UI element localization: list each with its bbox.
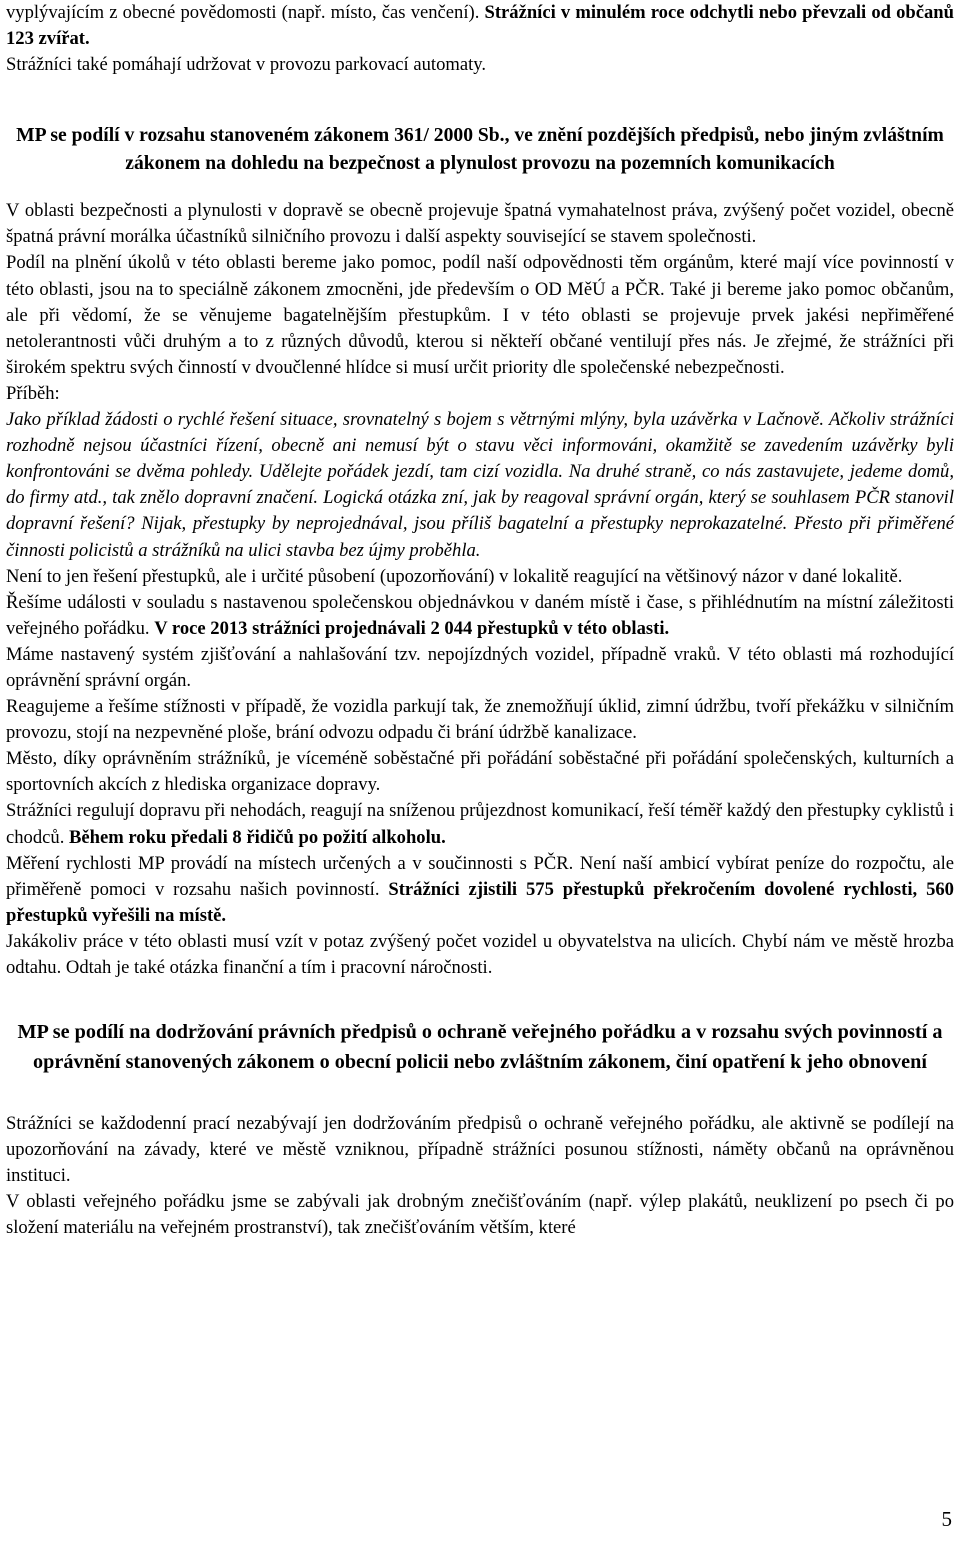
traffic-paragraph-4 — [6, 590, 954, 642]
intro-animals-statement: Strážníci v minulém roce odchytli nebo převzali od občanů 123 zvířat. — [6, 2, 954, 50]
traffic-paragraph-4-text: Řešíme události v souladu s nastavenou společenskou objednávkou v daném místě i čase, s přihlédnutím na místní záležitosti veřejného pořádku. — [6, 591, 954, 639]
traffic-paragraph-3: Není to jen řešení přestupků, ale i určité působení (upozorňování) v lokalitě reagující na většinový názor v dané lokalitě. — [6, 565, 903, 587]
document-page — [6, 0, 954, 1242]
traffic-paragraph-6: Reagujeme a řešíme stížnosti v případě, že vozidla parkují tak, že znemožňují úklid, zimní údržbu, tvoří překážku v silničním provozu, stojí na nezpevněné ploše, brání odvozu odpadu či brání údržbě kanalizace. — [6, 696, 954, 744]
story-text: Jako příklad žádosti o rychlé řešení situace, srovnatelný s bojem s větrnými mlýny, byla uzávěrka v Lačnově. Ačkoliv strážníci rozhodně nejsou účastníci řízení, obecně ani nemusí být o stavu věci informováni, okamžitě se zavedením uzávěrky byli konfrontováni se dvěma pohledy. Udělejte pořádek jezdí, tam cizí vozidla. Na druhé straně, co nás zastavujete, jedeme domů, do firmy atd., tak znělo dopravní značení. Logická otázka zní, jak by reagoval správní orgán, který se souhlasem PČR stanovil dopravní řešení? Nijak, přestupky by neprojednával, jsou příliš bagatelní a přestupky neprokazatelné. Přesto při přiměřené činnosti policistů a strážníků na ulici stavba bez újmy proběhla. — [6, 409, 954, 561]
alcohol-statement: Během roku předali 8 řidičů po požití alkoholu. — [69, 826, 446, 848]
traffic-paragraph-1: V oblasti bezpečnosti a plynulosti v dopravě se obecně projevuje špatná vymahatelnost práva, zvýšený počet vozidel, obecně špatná právní morálka účastníků silničního provozu i další aspekty související se stavem společnosti. — [6, 200, 954, 248]
traffic-paragraph-7: Město, díky oprávněním strážníků, je víceméně soběstačné při pořádání soběstačné při pořádání společenských, kulturních a sportovních akcích z hlediska organizace dopravy. — [6, 748, 954, 796]
public-order-paragraph-1: Strážníci se každodenní prací nezabývají jen dodržováním předpisů o ochraně veřejného pořádku, ale aktivně se podílejí na upozorňování na závady, které ve městě vzniknou, případně strážníci posunou stížnosti, náměty občanů na oprávněnou instituci. — [6, 1113, 954, 1187]
traffic-paragraph-8-text: Strážníci regulují dopravu při nehodách, reagují na sníženou průjezdnost komunikací, řeší téměř každý den přestupky cyklistů i chodců. — [6, 800, 955, 848]
traffic-paragraph-5: Máme nastavený systém zjišťování a nahlašování tzv. nepojízdných vozidel, případně vraků. V této oblasti má rozhodující oprávnění správní orgán. — [6, 643, 954, 691]
traffic-paragraph-2: Podíl na plnění úkolů v této oblasti bereme jako pomoc, podíl naší odpovědnosti těm orgánům, které mají více povinností v této oblasti, jsou na to speciálně zákonem zmocněni, jde především o OD MěÚ a PČR. Také ji bereme jako pomoc občanům, ale při vědomí, že se věnujeme bagatelnějším přestupkům. I v této oblasti se projevuje prvek jakési nepřiměřené netolerantnosti vůči druhým a to z různých důvodů, kterou si někteří občané ventilují přes nás. Je zřejmé, že strážníci při širokém spektru svých činností v dvoučlenné hlídce si musí určit priority dle společenské nebezpečnosti. — [6, 252, 954, 378]
section-heading-public-order: MP se podílí na dodržování právních předpisů o ochraně veřejného pořádku a v rozsahu svých povinností a oprávnění stanovených zákonem o obecní policii nebo zvláštním zákonem, činí opatření k jeho obnovení — [17, 1021, 943, 1074]
intro-paragraph — [6, 0, 954, 52]
traffic-paragraph-9 — [6, 851, 954, 929]
section-heading-traffic: MP se podílí v rozsahu stanoveném zákonem 361/ 2000 Sb., ve znění pozdějších předpisů, nebo jiným zvláštním zákonem na dohledu na bezpečnost a plynulost provozu na pozemních komunikacích — [16, 125, 944, 175]
intro-text: vyplývajícím z obecné povědomosti (např. místo, čas venčení). — [6, 2, 485, 23]
traffic-paragraph-9-text: Měření rychlosti MP provádí na místech určených a v součinnosti s PČR. Není naší ambicí vybírat peníze do rozpočtu, ale přiměřeně pomoci v rozsahu našich povinností. — [6, 852, 954, 900]
page-number: 5 — [941, 1507, 952, 1531]
story-label: Příběh: — [6, 382, 60, 404]
intro-parking-paragraph: Strážníci také pomáhají udržovat v provozu parkovací automaty. — [6, 54, 486, 76]
offences-count-statement: V roce 2013 strážníci projednávali 2 044 přestupků v této oblasti. — [154, 617, 670, 639]
traffic-paragraph-10: Jakákoliv práce v této oblasti musí vzít v potaz zvýšený počet vozidel u obyvatelstva na ulicích. Chybí nám ve městě hrozba odtahu. Odtah je také otázka finanční a tím i pracovní náročnosti. — [6, 930, 954, 978]
story-paragraph — [6, 407, 954, 564]
speeding-statement: Strážníci zjistili 575 přestupků překročením dovolené rychlosti, 560 přestupků vyřešili na místě. — [6, 878, 954, 926]
traffic-paragraph-8 — [6, 798, 954, 850]
public-order-paragraph-2: V oblasti veřejného pořádku jsme se zabývali jak drobným znečišťováním (např. výlep plakátů, neuklizení po psech či po složení materiálu na veřejném prostranství), tak znečišťováním větším, které — [6, 1191, 954, 1239]
